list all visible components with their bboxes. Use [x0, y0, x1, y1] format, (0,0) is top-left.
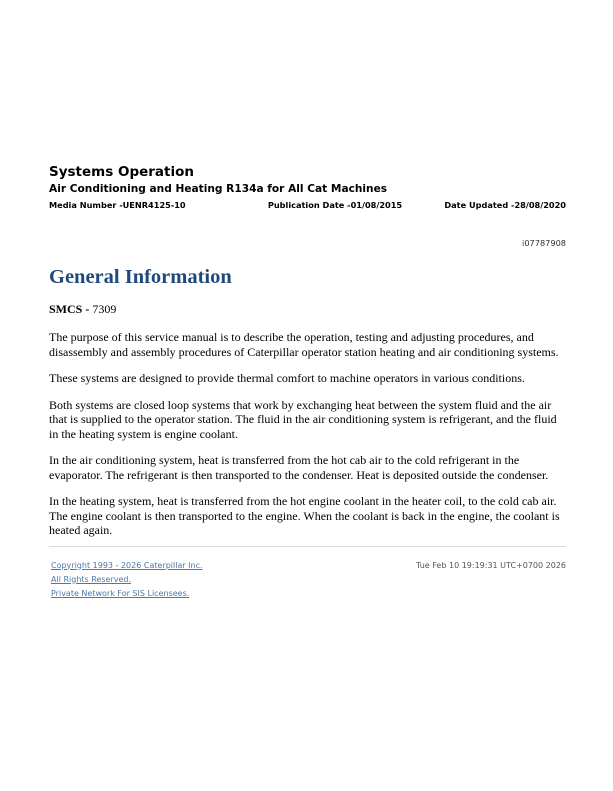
- publication-date: Publication Date -01/08/2015: [267, 200, 403, 210]
- smcs-label: SMCS -: [49, 302, 93, 316]
- page-footer: [49, 559, 566, 601]
- copyright-link[interactable]: Copyright 1993 - 2026 Caterpillar Inc.: [51, 560, 203, 570]
- document-header: [49, 164, 566, 211]
- media-number: Media Number -UENR4125-10: [49, 200, 186, 210]
- rights-reserved-link[interactable]: All Rights Reserved.: [51, 574, 132, 584]
- date-updated: Date Updated -28/08/2020: [444, 200, 566, 210]
- section-heading: General Information: [49, 266, 232, 288]
- manual-title: Air Conditioning and Heating R134a for All Cat Machines: [49, 183, 388, 195]
- footer-divider: [49, 546, 566, 547]
- smcs-code: [49, 302, 566, 317]
- manual-category-title: Systems Operation: [49, 164, 194, 180]
- paragraph: Both systems are closed loop systems that work by exchanging heat between the system fluid and the air that is supplied to the operator station. The fluid in the air conditioning system is refrigerant, and the fluid in the heating system is engine coolant.: [49, 397, 557, 441]
- smcs-value: 7309: [92, 302, 117, 316]
- footer-timestamp: Tue Feb 10 19:19:31 UTC+0700 2026: [416, 560, 566, 570]
- metadata-row: [49, 199, 566, 211]
- paragraph: In the air conditioning system, heat is transferred from the hot cab air to the cold refrigerant in the evaporator. The refrigerant is then transported to the condenser. Heat is deposited outside the condenser.: [49, 453, 549, 482]
- document-page: [49, 164, 566, 601]
- footer-links: [49, 559, 203, 601]
- paragraph: These systems are designed to provide thermal comfort to machine operators in various conditions.: [49, 371, 525, 385]
- private-network-link[interactable]: Private Network For SIS Licensees.: [51, 588, 190, 598]
- paragraph: The purpose of this service manual is to describe the operation, testing and adjusting procedures, and disassembly and assembly procedures of Caterpillar operator station heating and air conditioning systems.: [49, 330, 559, 359]
- paragraph: In the heating system, heat is transferred from the hot engine coolant in the heater coil, to the cold cab air. The engine coolant is then transported to the engine. When the coolant is back in the engine, the coolant is heated again.: [49, 494, 560, 537]
- document-id: i07787908: [522, 238, 566, 248]
